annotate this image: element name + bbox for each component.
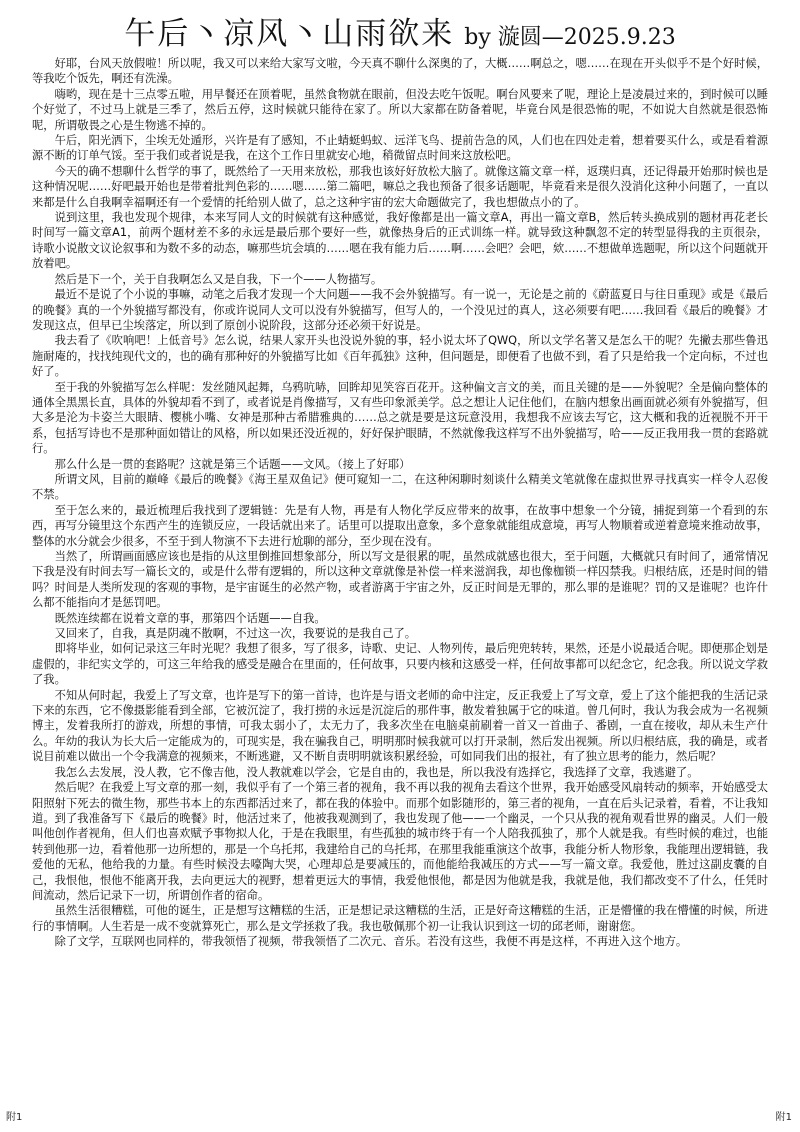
body-paragraph: 不知从何时起，我爱上了写文章，也许是写下的第一首诗，也许是与语文老师的命中注定，反正我爱上了写文章，爱上了这个能把我的生活记录下来的东西，它不像摄影能看到全部，它被沉淀了，我打捞的永远是沉淀后的那件事，散发着独属于它的味道。曾几何时，我认为我会成为一名视频博主，发着我所打的游戏，所想的事情，可我太弱小了，太无力了，我多次坐在电脑桌前刷着一首又一首曲子、番剧，一直在接收，却从未生产什么。年幼的我认为长大后一定能成为的，可现实是，我在骗我自己，明明那时候我就可以打开录制，然后发出视频。所以归根结底，我的确是，或者说目前难以做出一个令我满意的视频来，不断逃避，又不断自责明明就该积累经验，可如同我们出的报社，有了独立思考的能力，然后呢？	[32, 688, 768, 764]
footer-left-label: 附1	[6, 1112, 23, 1123]
body-paragraph: 我怎么去发展，没人教，它不像吉他，没人教就难以学会，它是自由的，我也是，所以我没有选择它，我选择了文章，我逃避了。	[54, 765, 699, 779]
body-paragraph: 午后，阳光洒下，尘埃无处遁形，兴许是有了感知，不止蜻蜓蚂蚁、远洋飞鸟、提前告急的风，人们也在四处走着，想着要买什么，或是看着源源不断的订单气馁。至于我们或者说是我，在这个工作日里就安心地，稍微留点时间来这放松吧。	[32, 134, 768, 163]
body-paragraph: 即将毕业，如何记录这三年时光呢？我想了很多，写了很多，诗歌、史记、人物列传，最后兜兜转转，果然，还是小说最适合呢。即便那企划是虚假的，非纪实文学的，可这三年给我的感受是融合在里面的，任何故事，只要内核和这感受一样，任何故事都可以纪念它，纪念我。所以说文学救了我。	[32, 642, 768, 687]
body-paragraph: 今天的确不想聊什么哲学的事了，既然给了一天用来放松，那我也该好好放松大脑了。就像这篇文章一样，返璞归真，还记得最开始那时候也是这种情况呢……好吧最开始也是带着批判色彩的……嗯……第二篇吧，嘛总之我也预备了很多话题呢，毕竟看来是很久没消化这种小问题了，一直以来都是什么自我啊幸福啊还有一个爱情的托给别人做了，总之这种宇宙的宏大命题做完了，我也想做点小的了。	[32, 164, 768, 209]
document-body	[32, 56, 768, 1096]
document-title: 午后丶凉风丶山雨欲来	[124, 16, 455, 52]
body-paragraph: 虽然生活很糟糕，可他的诞生，正是想写这糟糕的生活，正是想记录这糟糕的生活，正是好奇这糟糕的生活，正是懵懂的我在懵懂的时候，所进行的事情啊。人生若是一成不变就算死亡，那么是文学拯救了我。我也敬佩那个初一让我认识到这一切的邱老师，谢谢您。	[32, 904, 768, 933]
body-paragraph: 好耶，台风天放假啦！所以呢，我又可以来给大家写文啦，今天真不聊什么深奥的了，大概……啊总之，嗯……在现在开头似乎不是个好时候，等我吃个饭先，啊还有洗澡。	[32, 57, 768, 86]
body-paragraph: 说到这里，我也发现个规律，本来写同人文的时候就有这种感觉，我好像都是出一篇文章A，再出一篇文章B，然后转头换成别的题材再花老长时间写一篇文章A1，前两个题材差不多的永远是最后那个要好一些，就像热身后的正式训练一样。就导致这种飘忽不定的转型显得我的主页很杂，诗歌小说散文议论叙事和为数不多的动态，嘛那些坑会填的……嗯在我有能力后……啊……会吧？会吧，欸……不想做单选题呢，所以这个问题就开放着吧。	[32, 211, 768, 271]
body-paragraph: 至于我的外貌描写怎么样呢：发丝随风起舞，乌鸦吭哧，回眸却见笑容百花开。这种偏文言文的美，而且关键的是——外貌呢？全是偏向整体的通体全黑黑长直，具体的外貌却看不到了，或者说是肖像描写，又有些印象派美学。总之想让人记住他们，在脑内想象出画面就必须有外貌描写，但大多是沦为卡姿兰大眼睛、樱桃小嘴、女神是那种古希腊雅典的……总之就是要是这玩意没用，我想我不应该去写它，这大概和我的近视脱不开干系，包括写诗也不是那种面如错让的风格，所以如果还没近视的，好好保护眼睛，不然就像我这样写不出外貌描写，哈——反正我用我一贯的套路就行。	[32, 380, 768, 456]
body-paragraph: 至于怎么来的，最近梳理后我找到了逻辑链：先是有人物，再是有人物化学反应带来的故事，在故事中想象一个分镜，捕捉到第一个看到的东西，再写分镜里这个东西产生的连锁反应，一段话就出来了。话里可以提取出意象，多个意象就能组成意境，再写人物顺着或逆着意境来推动故事，整体的水分就会少很多，不至于到人物演不下去进行尬聊的部分，至少现在没有。	[32, 503, 768, 548]
body-paragraph: 当然了，所谓画面感应该也是指的从这里倒推回想象部分，所以写文是很累的呢，虽然成就感也很大，至于问题，大概就只有时间了，通常情况下我是没有时间去写一篇长文的，或是什么带有逻辑的，所以这种文章就像是补偿一样来滋润我，却也像枷锁一样囚禁我。归根结底，还是时间的错吗？时间是人类所发现的客观的事物，是宇宙诞生的必然产物，或者游离于宇宙之外，反正时间是无罪的，那么罪的是谁呢？罚的又是谁呢？也许什么都不能指向才是惩罚吧。	[32, 550, 768, 610]
body-paragraph: 除了文学，互联网也同样的，带我领悟了视频，带我领悟了二次元、音乐。若没有这些，我便不再是这样，不再进入这个地方。	[54, 935, 688, 949]
title-row	[0, 8, 800, 52]
body-paragraph: 我去看了《吹响吧！上低音号》怎么说，结果人家开头也没说外貌的事，轻小说太坏了QWQ，所以文学名著又是怎么干的呢？先撇去那些鲁迅施耐庵的，找找纯现代文的，也的确有那种好的外貌描写比如《百年孤独》这种，但问题是，即便看了也做不到，看了只是给我一个定向标，不过也好了。	[32, 334, 768, 379]
body-paragraph: 然后呢？在我爱上写文章的那一刻，我似乎有了一个第三者的视角，我不再以我的视角去看这个世界，我开始感受风扇转动的频率，开始感受太阳照射下死去的微生物，那些书本上的东西都活过来了，都在我的体验中。而那个如影随形的，第三者的视角，一直在后头记录着，看着，不让我知道。到了我准备写下《最后的晚餐》时，他活过来了，他被我观测到了，我也发现了他——一个幽灵，一个只从我的视角观看世界的幽灵。人们一般叫他创作者视角，但人们也喜欢赋予事物拟人化，于是在我眼里，有些孤独的城市终于有一个人陪我孤独了，那个人就是我。有些时候的难过，也能转到他那一边，看着他那一边所想的，那是一个乌托邦，我建给自己的乌托邦，在那里我能重演这个故事，我能分析人物形象，我能理出逻辑链，我爱他的无私，他给我的力量。有些时候没去嚎陶大哭，心理却总是要减压的，而他能给我减压的方式——写一篇文章。我爱他，胜过这副皮囊的自己，我恨他，恨他不能离开我，去向更远大的视野，想着更远大的事情，我爱他恨他，都是因为他就是我，我就是他，我们都改变不了什么，任凭时间流动，然后记录下一切，所谓创作者的宿命。	[32, 781, 768, 902]
body-paragraph: 那么什么是一贯的套路呢？这就是第三个话题——文风。（接上了好耶）	[54, 457, 411, 471]
footer-right-label: 附1	[775, 1112, 792, 1123]
body-paragraph: 既然连续都在说着文章的事，那第四个话题——自我。	[54, 611, 326, 625]
author-date-line: by 漩圆—2025.9.23	[464, 25, 676, 50]
body-paragraph: 所谓文风，目前的巅峰《最后的晚餐》《海王星双鱼记》便可窥知一二，在这种闲聊时刻谈什么精美文笔就像在虚拟世界寻找真实一样令人忍俊不禁。	[32, 472, 768, 502]
body-paragraph: 又回来了，自我，真是阴魂不散啊，不过这一次，我要说的是我自己了。	[54, 627, 417, 641]
body-paragraph: 最近不是说了个小说的事嘛，动笔之后我才发现一个大问题——我不会外貌描写。有一说一，无论是之前的《蔚蓝夏日与往日重现》或是《最后的晚餐》真的一个外貌描写都没有，你或许说同人文可以没有外貌描写，但写人的，一个没见过的真人，这必须要有吧……我回看《最后的晚餐》才发现这点，但早已尘埃落定，所以到了原创小说阶段，这部分还必须干好说是。	[32, 288, 768, 332]
body-paragraph: 嗨哟，现在是十三点零五啦，用早餐还在顶着呢，虽然食物就在眼前，但没去吃午饭呢。啊台风要来了呢，理论上是凌晨过来的，到时候可以睡个好觉了，不过马上就是三季了，然后五停，这时候就只能待在家了。所以大家都在防备着呢，毕竟台风是很恐怖的呢，不如说大自然就是很恐怖呢，所谓敬畏之心是生物逃不掉的。	[32, 87, 768, 132]
body-paragraph: 然后是下一个，关于自我啊怎么又是自我，下一个——人物描写。	[54, 272, 383, 286]
